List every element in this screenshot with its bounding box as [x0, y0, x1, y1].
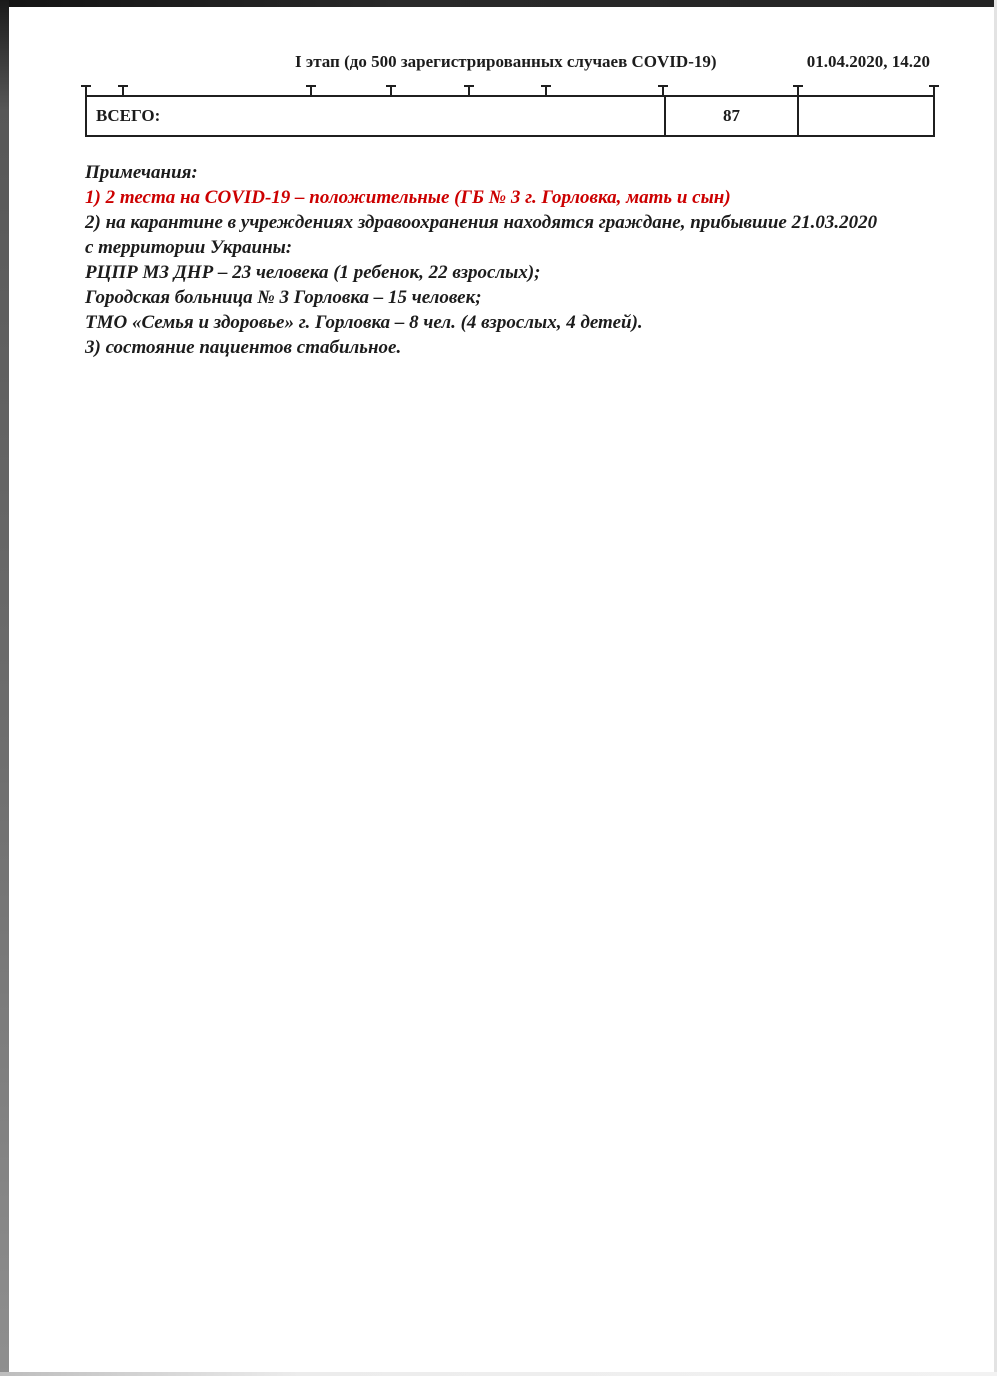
note-line-1: 1) 2 теста на COVID-19 – положительные (ГБ № 3 г. Горловка, мать и сын)	[85, 187, 731, 208]
column-tick	[662, 85, 664, 95]
notes-section	[85, 160, 955, 360]
column-tick	[797, 85, 799, 95]
empty-cell	[799, 97, 933, 135]
notes-heading: Примечания:	[85, 162, 198, 183]
note-line-3: 3) состояние пациентов стабильное.	[85, 337, 402, 358]
table-row-total	[85, 95, 935, 137]
note-line-2-cont: с территории Украины:	[85, 237, 293, 258]
document-header	[0, 52, 997, 78]
totals-table	[85, 85, 935, 137]
note-line-rcpr: РЦПР МЗ ДНР – 23 человека (1 ребенок, 22 взрослых);	[85, 262, 541, 283]
scan-edge-top	[0, 0, 997, 7]
column-tick	[933, 85, 935, 95]
stage-title: I этап (до 500 зарегистрированных случаев COVID-19)	[295, 52, 717, 71]
column-tick	[122, 85, 124, 95]
total-value-cell: 87	[664, 97, 799, 135]
column-tick	[310, 85, 312, 95]
column-tick	[390, 85, 392, 95]
column-tick	[468, 85, 470, 95]
header-timestamp: 01.04.2020, 14.20	[806, 52, 930, 71]
note-line-hospital3: Городская больница № 3 Горловка – 15 человек;	[85, 287, 482, 308]
total-label-cell: ВСЕГО:	[96, 106, 161, 125]
scan-edge-left	[0, 0, 9, 1376]
column-tick	[545, 85, 547, 95]
cropped-table-column-ticks	[85, 85, 935, 95]
note-line-2: 2) на карантине в учреждениях здравоохранения находятся граждане, прибывшие 21.03.2020	[85, 212, 878, 233]
note-line-tmo: ТМО «Семья и здоровье» г. Горловка – 8 чел. (4 взрослых, 4 детей).	[85, 312, 643, 333]
column-tick	[85, 85, 87, 95]
scan-edge-bottom	[0, 1372, 997, 1376]
